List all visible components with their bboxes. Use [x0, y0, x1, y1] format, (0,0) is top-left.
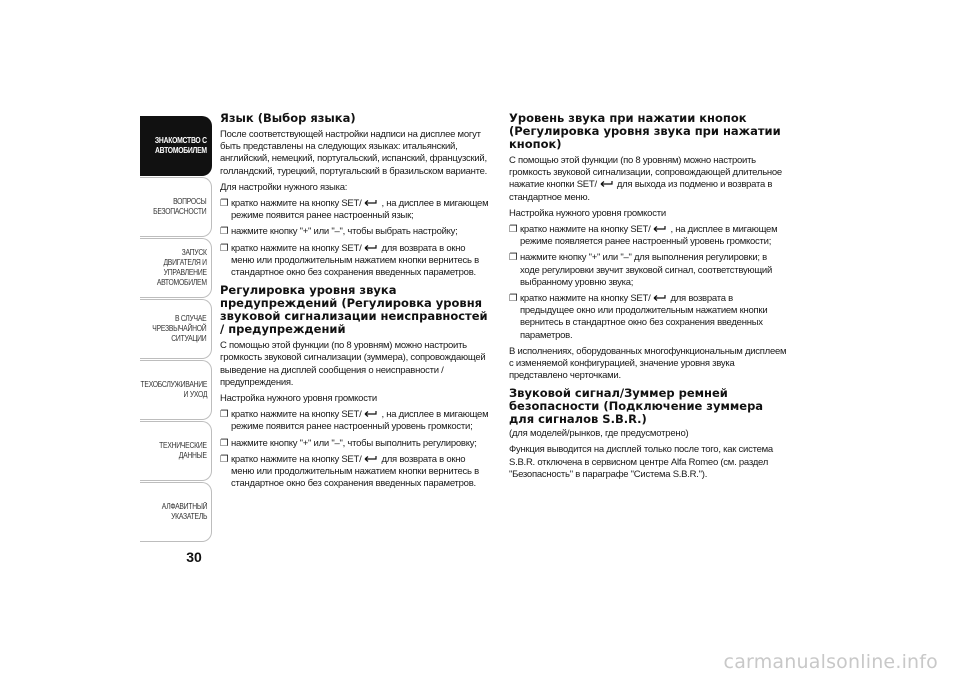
right-column	[509, 112, 787, 486]
step-text: кратко нажмите на кнопку SET/	[231, 453, 362, 465]
checkbox-bullet-icon: ❐	[220, 437, 229, 449]
left-column	[220, 112, 490, 495]
list-item	[220, 409, 490, 433]
step-text: , на дисплее в мигающем режиме появится ранее настроенный уровень громкости;	[231, 409, 489, 433]
page-number: 30	[186, 549, 202, 565]
step-text: нажмите кнопку "+" или "–", чтобы выполнить регулировку;	[231, 437, 477, 449]
warning-volume-setup-label: Настройка нужного уровня громкости	[220, 393, 377, 405]
return-arrow-icon	[363, 244, 379, 252]
step-text: кратко нажмите на кнопку SET/	[231, 409, 362, 421]
tab-technical-data[interactable]	[140, 421, 212, 481]
checkbox-bullet-icon: ❐	[220, 453, 229, 465]
tab-label: ВОПРОСЫ БЕЗОПАСНОСТИ	[153, 197, 207, 216]
tab-emergency[interactable]	[140, 299, 212, 359]
tab-index[interactable]	[140, 482, 212, 542]
tab-starting-driving[interactable]	[140, 238, 212, 298]
button-volume-title: Уровень звука при нажатии кнопок (Регулировка уровня звука при нажатии кнопок)	[509, 111, 781, 151]
warning-volume-section	[220, 284, 490, 490]
button-volume-setup-label: Настройка нужного уровня громкости	[509, 207, 666, 219]
language-section	[220, 112, 490, 279]
tab-label: ЗАПУСК ДВИГАТЕЛЯ И УПРАВЛЕНИЕ АВТОМОБИЛЕМ	[156, 248, 207, 287]
return-arrow-icon	[363, 199, 379, 207]
step-text: , на дисплее в мигающем режиме появляется ранее настроенный уровень громкости;	[520, 224, 778, 248]
step-text: кратко нажмите на кнопку SET/	[520, 224, 651, 236]
sbr-section	[509, 387, 787, 481]
step-text: кратко нажмите на кнопку SET/	[231, 198, 362, 210]
button-volume-note: В исполнениях, оборудованных многофункциональным дисплеем с изменяемой конфигурацией, значение уровня звука представлено черточками.	[509, 345, 787, 382]
warning-volume-steps	[220, 409, 490, 490]
tab-maintenance[interactable]	[140, 360, 212, 420]
warning-volume-intro: С помощью этой функции (по 8 уровням) можно настроить громкость звуковой сигнализации (зуммера), сопровождающей выведение на дисплей сообщения о неисправности / предупреждения.	[220, 340, 486, 388]
button-volume-intro	[509, 155, 787, 204]
list-item	[220, 243, 490, 280]
tab-safety[interactable]	[140, 177, 212, 237]
return-arrow-icon	[652, 294, 668, 302]
list-item	[220, 198, 490, 222]
return-arrow-icon	[363, 455, 379, 463]
list-item	[509, 293, 787, 342]
list-item	[509, 252, 787, 289]
language-setup-label: Для настройки нужного языка:	[220, 181, 348, 193]
language-title: Язык (Выбор языка)	[220, 111, 356, 125]
return-arrow-icon	[363, 410, 379, 418]
tab-label: В СЛУЧАЕ ЧРЕЗВЫЧАЙНОЙ СИТУАЦИИ	[152, 314, 207, 343]
tab-label: ЗНАКОМСТВО С АВТОМОБИЛЕМ	[154, 136, 207, 155]
tab-label: ТЕХНИЧЕСКИЕ ДАННЫЕ	[159, 441, 207, 460]
list-item	[220, 454, 490, 491]
checkbox-bullet-icon: ❐	[220, 409, 229, 421]
step-text: , на дисплее в мигающем режиме появится ранее настроенный язык;	[231, 198, 489, 222]
step-text: нажмите кнопку "+" или "–", чтобы выбрать настройку;	[231, 226, 458, 238]
tab-label: АЛФАВИТНЫЙ УКАЗАТЕЛЬ	[161, 502, 207, 521]
checkbox-bullet-icon: ❐	[509, 293, 518, 305]
list-item	[509, 224, 787, 248]
language-intro: После соответствующей настройки надписи на дисплее могут быть представлены на следующих языках: итальянский, английский, немецкий, португальский, испанский, французский, голландский, турецкий, португальский в бразильском варианте.	[220, 129, 488, 177]
checkbox-bullet-icon: ❐	[509, 252, 518, 264]
paragraph-text: С помощью этой функции (по 8 уровням) можно настроить громкость звуковой сигнализации, сопровождающей длительное нажатие кнопки SET/	[509, 155, 782, 191]
checkbox-bullet-icon: ❐	[220, 198, 229, 210]
language-steps	[220, 198, 490, 279]
warning-volume-title: Регулировка уровня звука предупреждений (Регулировка уровня звуковой сигнализации неисправностей / предупреждений	[220, 283, 488, 337]
tab-vehicle-intro[interactable]	[140, 116, 212, 176]
sbr-description: Функция выводится на дисплей только после того, как система S.B.R. отключена в сервисном центре Alfa Romeo (см. раздел "Безопасность" в параграфе "Система S.B.R.").	[509, 444, 773, 480]
checkbox-bullet-icon: ❐	[509, 224, 518, 236]
button-volume-section	[509, 112, 787, 382]
tab-label: ТЕХОБСЛУЖИВАНИЕ И УХОД	[140, 380, 207, 399]
list-item	[220, 226, 490, 238]
watermark: carmanualsonline.info	[723, 651, 938, 673]
step-text: кратко нажмите на кнопку SET/	[231, 242, 362, 254]
step-text: для возврата в предыдущее окно или продолжительным нажатием кнопки вернитесь в стандартное окно без сохранения введенных параметров.	[520, 293, 768, 341]
button-volume-steps	[509, 224, 787, 342]
step-text: для возврата в окно меню или продолжительным нажатием кнопки вернитесь в стандартное окно без сохранения введенных параметров.	[231, 242, 479, 279]
step-text: для возврата в окно меню или продолжительным нажатием кнопки вернитесь в стандартное окно без сохранения введенных параметров.	[231, 453, 479, 490]
checkbox-bullet-icon: ❐	[220, 226, 229, 238]
step-text: кратко нажмите на кнопку SET/	[520, 293, 651, 305]
return-arrow-icon	[652, 225, 668, 233]
sbr-title: Звуковой сигнал/Зуммер ремней безопасности (Подключение зуммера для сигналов S.B.R.)	[509, 386, 764, 427]
sbr-subtitle: (для моделей/рынков, где предусмотрено)	[509, 428, 689, 440]
return-arrow-icon	[599, 180, 615, 188]
step-text: нажмите кнопку "+" или "–" для выполнения регулировки; в ходе регулировки звучит звуковой сигнал, соответствующий выбранному уровню звука;	[520, 252, 773, 288]
paragraph-text: для выхода из подменю и возврата в стандартное меню.	[509, 179, 773, 203]
checkbox-bullet-icon: ❐	[220, 242, 229, 254]
list-item	[220, 438, 490, 450]
